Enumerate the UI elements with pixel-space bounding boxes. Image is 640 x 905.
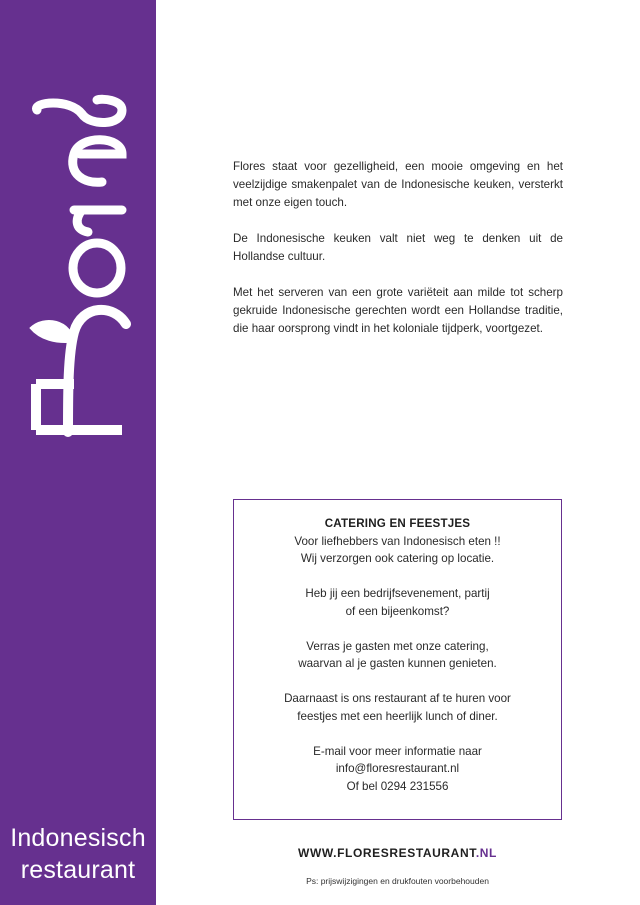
catering-spacer	[234, 725, 561, 743]
catering-line: Daarnaast is ons restaurant af te huren voor	[284, 692, 511, 705]
catering-spacer	[234, 568, 561, 586]
catering-phone[interactable]: Of bel 0294 231556	[346, 779, 449, 793]
website-link[interactable]	[233, 846, 562, 860]
intro-paragraph: Flores staat voor gezelligheid, een mooie omgeving en het veelzijdige smakenpalet van de Indonesische keuken, versterkt met onze eigen touch.	[233, 160, 563, 209]
logo-letter-s	[37, 99, 122, 122]
logo-flourish	[68, 310, 126, 432]
intro-text-block	[233, 158, 563, 356]
catering-line: waarvan al je gasten kunnen genieten.	[298, 657, 497, 670]
catering-line: Verras je gasten met onze catering,	[306, 639, 489, 653]
logo-leaf	[30, 320, 74, 342]
tagline-line-1: Indonesisch	[10, 824, 146, 852]
catering-line: of een bijeenkomst?	[345, 604, 450, 618]
logo-letter-f	[36, 384, 122, 430]
price-disclaimer: Ps: prijswijzigingen en drukfouten voorbehouden	[306, 876, 489, 886]
catering-line: feestjes met een heerlijk lunch of diner.	[297, 709, 498, 723]
website-tld[interactable]: .NL	[475, 846, 497, 860]
catering-title: CATERING EN FEESTJES	[324, 517, 471, 530]
website-main[interactable]: WWW.FLORESRESTAURANT	[298, 846, 476, 860]
catering-line: Voor liefhebbers van Indonesisch eten !!	[294, 534, 501, 548]
catering-spacer	[234, 620, 561, 638]
catering-box	[233, 499, 562, 820]
catering-line: Wij verzorgen ook catering op locatie.	[300, 552, 495, 565]
logo-letter-o	[73, 243, 121, 293]
flores-logo	[22, 92, 134, 437]
logo-letter-r	[74, 210, 122, 232]
logo-letter-e	[73, 140, 122, 183]
intro-paragraph: Met het serveren van een grote variëteit aan milde tot scherp gekruide Indonesische gerechten wordt een Hollandse traditie, die haar oorsprong vindt in het koloniale tijdperk, voortgezet.	[233, 286, 563, 335]
sidebar-brand-panel	[0, 0, 156, 905]
catering-spacer	[234, 673, 561, 691]
catering-line: E-mail voor meer informatie naar	[313, 744, 482, 758]
catering-line: Heb jij een bedrijfsevenement, partij	[305, 587, 490, 600]
tagline-line-2: restaurant	[20, 856, 136, 884]
intro-paragraph: De Indonesische keuken valt niet weg te denken uit de Hollandse cultuur.	[233, 232, 563, 263]
catering-email[interactable]: info@floresrestaurant.nl	[335, 762, 460, 775]
